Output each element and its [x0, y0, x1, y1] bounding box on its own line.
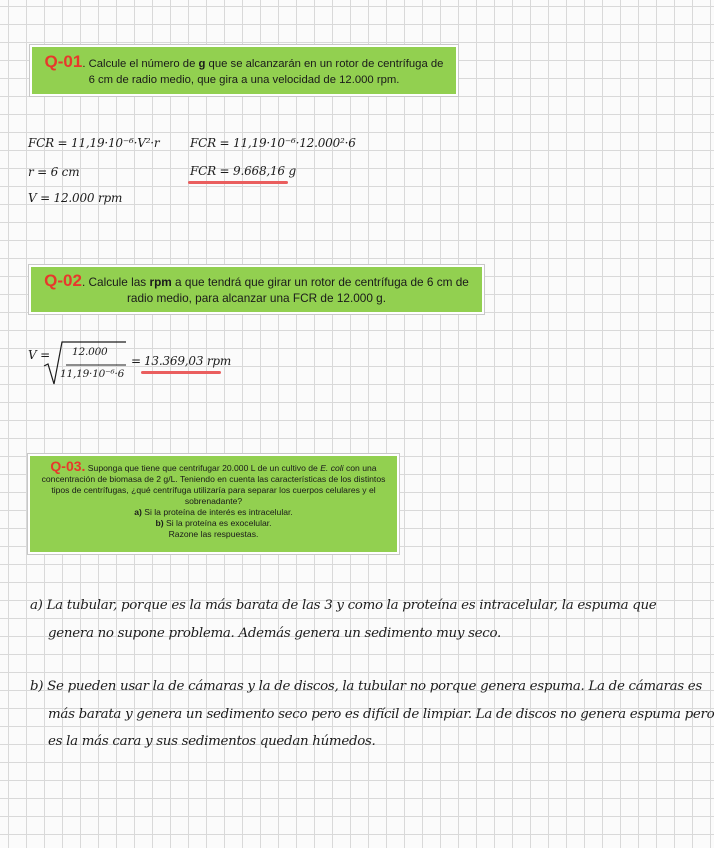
sqrt-denominator: 11,19·10⁻⁶·6	[60, 368, 125, 380]
result-underline	[141, 371, 221, 374]
question-text: . Calcule el número de	[82, 58, 199, 70]
question-closing: Razone las respuestas.	[168, 529, 259, 539]
question-text: con una concentración de biomasa de 2 g/L. Teniendo en cuenta las características de los distintos tipos de centrífugas, ¿qué centrífuga utilizaría para separar los cuerpos celulares y el sobrenadante?	[41, 463, 386, 506]
answer-a-line-1: a) La tubular, porque es la más barata de las 3 y como la proteína es intracelular, la espuma que	[30, 598, 657, 613]
formula-fcr: FCR = 11,19·10⁻⁶·V²·r	[28, 136, 160, 150]
equals-sign: =	[131, 354, 141, 368]
question-box-q01	[30, 45, 458, 96]
answer-a-line-2: genera no supone problema. Además genera un sedimento muy seco.	[48, 626, 501, 641]
question-number: Q-03.	[50, 458, 86, 474]
question-text: a que tendrá que girar un rotor de centrífuga de 6 cm de radio medio, para alcanzar una FCR de 12.000 g.	[126, 275, 469, 305]
question-text: que se alcanzarán en un rotor de centrífuga de 6 cm de radio medio, que gira a una velocidad de 12.000 rpm.	[88, 58, 444, 86]
v-equals: V =	[28, 348, 50, 362]
question-box-q03	[28, 454, 399, 554]
answer-b-line-2: más barata y genera un sedimento seco pero es difícil de limpiar. La de discos no genera espuma pero	[48, 707, 714, 722]
radius-value: r = 6 cm	[28, 165, 80, 179]
question-text-bold: g	[198, 58, 206, 70]
subquestion-label-a: a)	[134, 507, 142, 517]
answer-b-line-3: es la más cara y sus sedimentos quedan húmedos.	[48, 734, 376, 749]
subquestion-b: Si la proteína es exocelular.	[163, 518, 272, 528]
question-number: Q-02	[44, 271, 82, 290]
substitution: FCR = 11,19·10⁻⁶·12.000²·6	[190, 136, 356, 150]
result-rpm: 13.369,03 rpm	[144, 354, 232, 368]
question-number: Q-01	[44, 52, 83, 71]
velocity-value: V = 12.000 rpm	[28, 191, 123, 205]
sqrt-numerator: 12.000	[72, 346, 108, 358]
subquestion-a: Si la proteína de interés es intracelular.	[141, 507, 293, 517]
subquestion-label-b: b)	[155, 518, 164, 528]
question-text: . Calcule las	[81, 275, 150, 289]
question-text-bold: rpm	[149, 275, 172, 289]
result-underline	[188, 181, 288, 184]
result-fcr: FCR = 9.668,16 g	[190, 164, 296, 178]
question-box-q02	[29, 265, 484, 314]
question-text: Suponga que tiene que centrifugar 20.000 L de un cultivo de	[85, 463, 321, 473]
answer-b-line-1: b) Se pueden usar la de cámaras y la de discos, la tubular no porque genera espuma. La de cámaras es	[30, 679, 702, 694]
question-text-italic: E. coli	[320, 463, 344, 473]
